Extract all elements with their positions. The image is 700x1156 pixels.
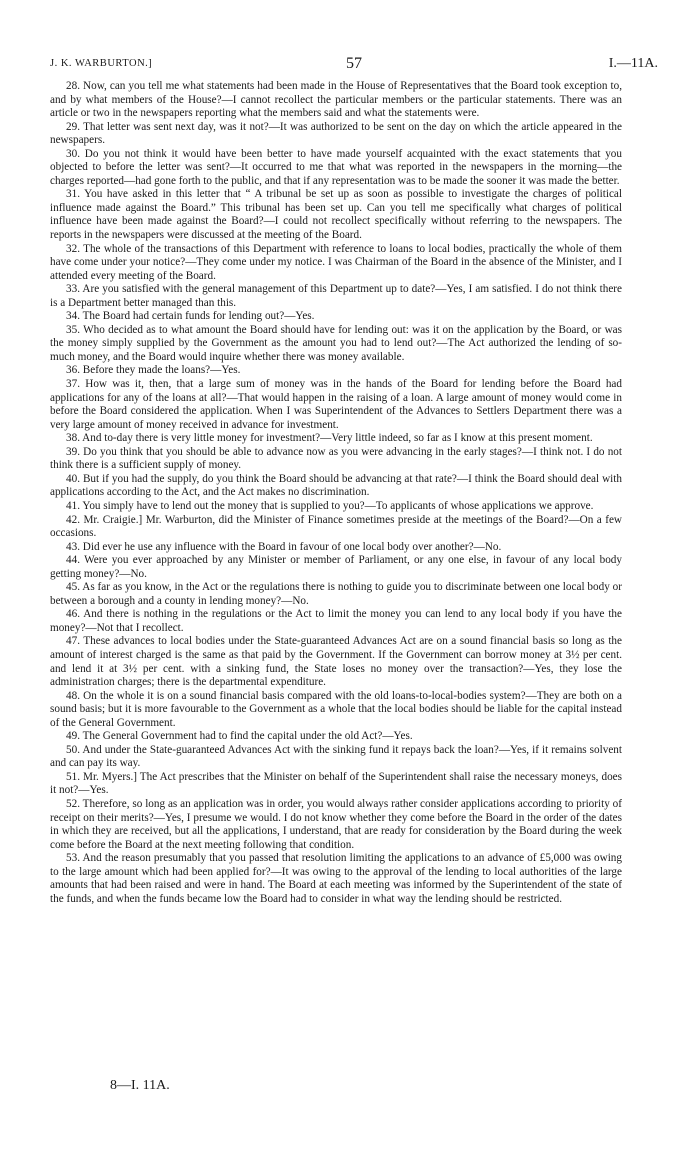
page-footer-signature: 8—I. 11A. — [110, 1078, 170, 1093]
paragraph-q34: 34. The Board had certain funds for lending out?—Yes. — [66, 310, 315, 323]
paragraph-q29: 29. That letter was sent next day, was it not?—It was authorized to be sent on the day on which the article appeared in the newspapers. — [50, 120, 622, 147]
paragraph-q48: 48. On the whole it is on a sound financial basis compared with the old loans-to-local-bodies system?—They are both on a sound basis; but it is more favourable to the Government as a whole that the local bodies should be liable for the capital instead of the General Government. — [50, 689, 622, 729]
paragraph-q42: 42. Mr. Craigie.] Mr. Warburton, did the Minister of Finance sometimes preside at the meetings of the Board?—On a few occasions. — [50, 513, 622, 540]
paragraph-q33: 33. Are you satisfied with the general management of this Department up to date?—Yes, I am satisfied. I do not think there is a Department better managed than this. — [50, 283, 622, 309]
paragraph-q30: 30. Do you not think it would have been better to have made yourself acquainted with the exact statements that you objected to before the letter was sent?—It occurred to me that what was reported in the newspapers in the morning—the charges reported—had gone forth to the public, and that if any representation was to be made the sooner it was made the better. — [50, 147, 622, 187]
paragraph-q39: 39. Do you think that you should be able to advance now as you were advancing in the early stages?—I think not. I do not think there is a sufficient supply of money. — [50, 445, 622, 472]
paragraph-q36: 36. Before they made the loans?—Yes. — [66, 364, 241, 377]
testimony-body — [50, 80, 622, 906]
paragraph-q44: 44. Were you ever approached by any Minister or member of Parliament, or any one else, in favour of any local body getting money?—No. — [50, 554, 622, 580]
header-paper-reference: I.—11A. — [608, 56, 658, 71]
paragraph-q46: 46. And there is nothing in the regulations or the Act to limit the money you can lend to any local body if you have the money?—Not that I recollect. — [50, 608, 622, 634]
paragraph-q49: 49. The General Government had to find the capital under the old Act?—Yes. — [66, 730, 413, 743]
page-header — [50, 56, 658, 76]
paragraph-q51: 51. Mr. Myers.] The Act prescribes that the Minister on behalf of the Superintendent shall raise the necessary moneys, does it not?—Yes. — [50, 770, 622, 797]
paragraph-q37: 37. How was it, then, that a large sum of money was in the hands of the Board for lending before the Board had applications for any of the loans at all?—That would happen in the raising of a loan. A large amount of money would come in before the Board considered the application. When I was Superintendent of the Advances to Settlers Department there was a very large amount of money received in advance for investment. — [50, 378, 622, 431]
paragraph-q47: 47. These advances to local bodies under the State-guaranteed Advances Act are on a sound financial basis so long as the amount of interest charged is the same as that paid by the Government. If the Government can borrow money at 3½ per cent. and lend it at 3½ per cent. with a sinking fund, the State loses no money over the transaction?—Yes, they lose the administration charges; there is the departmental expenditure. — [50, 635, 622, 689]
paragraph-q53: 53. And the reason presumably that you passed that resolution limiting the applications to an advance of £5,000 was owing to the large amount which had been applied for?—It was owing to the approval of the lending to local authorities of the large amounts that had been raised and were in hand. The Board at each meeting was informed by the Superintendent of the state of the funds, and when the funds became low the Board had to consider in what way the lending should be restricted. — [50, 852, 622, 905]
page-number: 57 — [346, 55, 362, 72]
paragraph-q40: 40. But if you had the supply, do you think the Board should be advancing at that rate?—I think the Board should deal with applications according to the Act, and the Act makes no discrimination. — [50, 472, 622, 499]
paragraph-q52: 52. Therefore, so long as an application was in order, you would always rather consider applications according to priority of receipt on their merits?—Yes, I presume we would. I do not know whether they come before the Board in the order of the dates in which they are received, but all the applications, I understand, that are ready for consideration by the Board during the week come before the Board at the next meeting following that condition. — [50, 797, 622, 851]
paragraph-q31: 31. You have asked in this letter that “ A tribunal be set up as soon as possible to investigate the charges of political influence made against the Board.” This tribunal has been set up. Can you tell me specifically what charges of political influence have been made against the Board?—I could not recollect specifically without referring to the newspapers. The reports in the newspapers were discussed at the meeting of the Board. — [50, 188, 622, 242]
paragraph-q28: 28. Now, can you tell me what statements had been made in the House of Representatives that the Board took exception to, and by what members of the House?—I cannot recollect the particular members or the particular statements. There was an article or two in the newspapers reporting what the members said and what the statements were. — [50, 80, 622, 120]
paragraph-q41: 41. You simply have to lend out the money that is supplied to you?—To applicants of whose applications we approve. — [66, 499, 594, 512]
paragraph-q43: 43. Did ever he use any influence with the Board in favour of one local body over another?—No. — [66, 540, 502, 553]
paragraph-q32: 32. The whole of the transactions of this Department with reference to loans to local bodies, practically the whole of them have come under your notice?—They come under my notice. I was Chairman of the Board in the absence of the Minister, and I attended every meeting of the Board. — [50, 242, 622, 282]
paragraph-q45: 45. As far as you know, in the Act or the regulations there is nothing to guide you to discriminate between one local body or between a borough and a county in lending money?—No. — [50, 581, 622, 607]
paragraph-q35: 35. Who decided as to what amount the Board should have for lending out: was it on the application by the Board, or was the money simply supplied by the Government as the amount you had to lend out?—The Act authorized the lending of so-much money, and the Board would inquire whether there was money available. — [50, 323, 622, 363]
paragraph-q50: 50. And under the State-guaranteed Advances Act with the sinking fund it repays back the loan?—Yes, if it remains solvent and can pay its way. — [50, 743, 622, 770]
paragraph-q38: 38. And to-day there is very little money for investment?—Very little indeed, so far as I know at this present moment. — [66, 432, 593, 445]
header-witness-name: J. K. WARBURTON.] — [50, 58, 153, 69]
